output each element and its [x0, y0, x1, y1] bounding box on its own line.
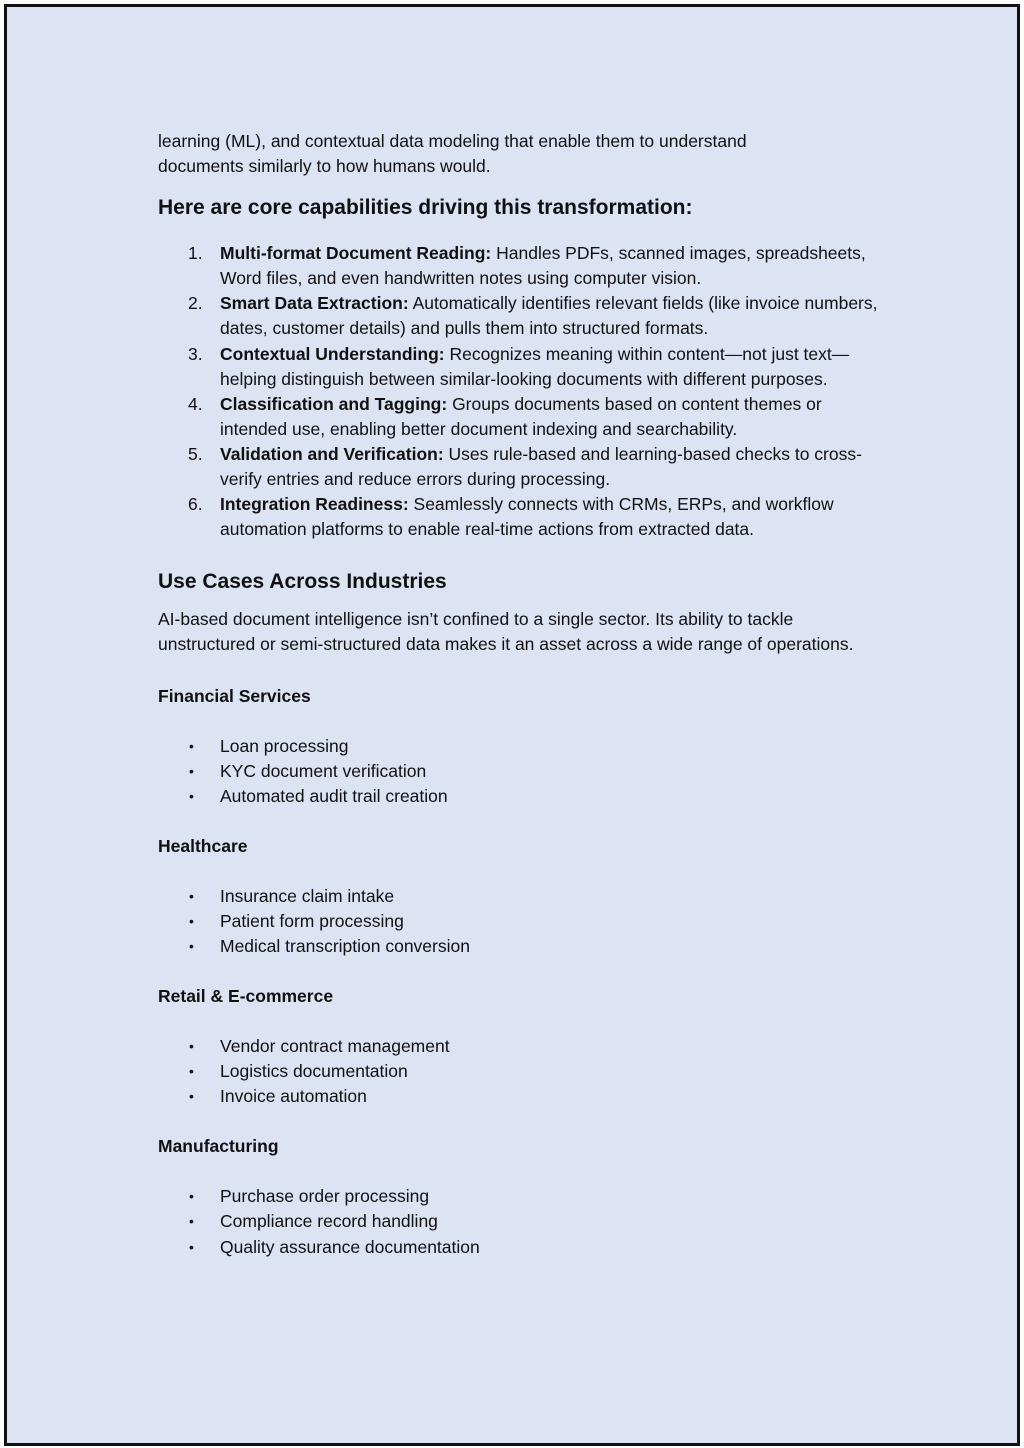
list-item [158, 784, 878, 809]
bullet-icon: • [189, 1038, 194, 1055]
list-item [158, 734, 878, 759]
capabilities-heading: Here are core capabilities driving this transformation: [158, 196, 693, 220]
intro-line-2: documents similarly to how humans would. [158, 156, 491, 177]
capability-text: Seamlessly connects with CRMs, ERPs, and workflow automation platforms to enable real-time actions from extracted data. [220, 494, 834, 540]
capability-text: Recognizes meaning within content—not just text—helping distinguish between similar-looking documents with different purposes. [220, 343, 850, 389]
list-item-text: Medical transcription conversion [220, 935, 470, 956]
bullet-icon: • [189, 737, 194, 754]
capability-title: Classification and Tagging: [220, 393, 448, 414]
industry-heading-manufacturing: Manufacturing [158, 1136, 279, 1157]
capability-number: 1. [188, 243, 203, 264]
capability-number: 2. [188, 293, 203, 314]
list-item-text: Quality assurance documentation [220, 1236, 480, 1257]
list-item [158, 1209, 878, 1234]
industry-list-retail-ecommerce [158, 1034, 878, 1109]
list-item [158, 1235, 878, 1260]
bullet-icon: • [189, 1238, 194, 1255]
document-content [158, 129, 878, 1260]
bullet-icon: • [189, 1088, 194, 1105]
capability-number: 3. [188, 343, 203, 364]
list-item-text: Patient form processing [220, 910, 404, 931]
list-item [158, 1084, 878, 1109]
capability-number: 5. [188, 443, 203, 464]
intro-paragraph [158, 129, 878, 179]
capability-item [158, 442, 878, 492]
capability-title: Contextual Understanding: [220, 343, 445, 364]
list-item [158, 1184, 878, 1209]
capability-item [158, 492, 878, 542]
list-item [158, 759, 878, 784]
capability-text: Uses rule-based and learning-based checks to cross-verify entries and reduce errors during processing. [220, 443, 862, 490]
list-item [158, 884, 878, 909]
bullet-icon: • [189, 787, 194, 804]
bullet-icon: • [189, 1188, 194, 1205]
list-item-text: Automated audit trail creation [220, 785, 448, 806]
capability-number: 4. [188, 393, 203, 414]
capability-text: Handles PDFs, scanned images, spreadsheets, Word files, and even handwritten notes using computer vision. [220, 243, 866, 289]
capability-title: Smart Data Extraction: [220, 293, 409, 314]
bullet-icon: • [189, 1063, 194, 1080]
capability-text: Groups documents based on content themes or intended use, enabling better document indexing and searchability. [220, 393, 822, 439]
capabilities-list [158, 241, 878, 542]
capability-title: Integration Readiness: [220, 494, 409, 515]
industry-list-financial-services [158, 734, 878, 809]
capability-text: Automatically identifies relevant fields (like invoice numbers, dates, customer details) and pulls them into structured formats. [220, 293, 878, 339]
list-item-text: Compliance record handling [220, 1211, 438, 1232]
list-item-text: Invoice automation [220, 1086, 367, 1107]
bullet-icon: • [189, 937, 194, 954]
list-item-text: Logistics documentation [220, 1061, 408, 1082]
use-cases-intro: AI-based document intelligence isn’t confined to a single sector. Its ability to tackle unstructured or semi-structured data makes it an asset across a wide range of operations. [158, 609, 854, 655]
list-item [158, 909, 878, 934]
capability-item [158, 392, 878, 442]
list-item [158, 1059, 878, 1084]
industry-heading-financial-services: Financial Services [158, 685, 311, 706]
document-page [4, 4, 1020, 1446]
capability-item [158, 291, 878, 341]
use-cases-heading: Use Cases Across Industries [158, 570, 447, 594]
industry-list-manufacturing [158, 1184, 878, 1259]
capability-item [158, 241, 878, 291]
bullet-icon: • [189, 762, 194, 779]
capability-title: Multi-format Document Reading: [220, 243, 492, 264]
list-item [158, 1034, 878, 1059]
bullet-icon: • [189, 887, 194, 904]
capability-item [158, 342, 878, 392]
list-item-text: Purchase order processing [220, 1186, 430, 1207]
bullet-icon: • [189, 1213, 194, 1230]
industry-heading-retail-ecommerce: Retail & E-commerce [158, 986, 334, 1007]
list-item-text: Vendor contract management [220, 1036, 450, 1057]
industry-list-healthcare [158, 884, 878, 959]
list-item-text: KYC document verification [220, 760, 427, 781]
list-item [158, 934, 878, 959]
intro-line-1: learning (ML), and contextual data modeling that enable them to understand [158, 131, 747, 151]
list-item-text: Loan processing [220, 735, 349, 756]
capability-number: 6. [188, 494, 203, 515]
capability-title: Validation and Verification: [220, 443, 444, 464]
industry-heading-healthcare: Healthcare [158, 835, 248, 856]
bullet-icon: • [189, 912, 194, 929]
list-item-text: Insurance claim intake [220, 885, 395, 906]
